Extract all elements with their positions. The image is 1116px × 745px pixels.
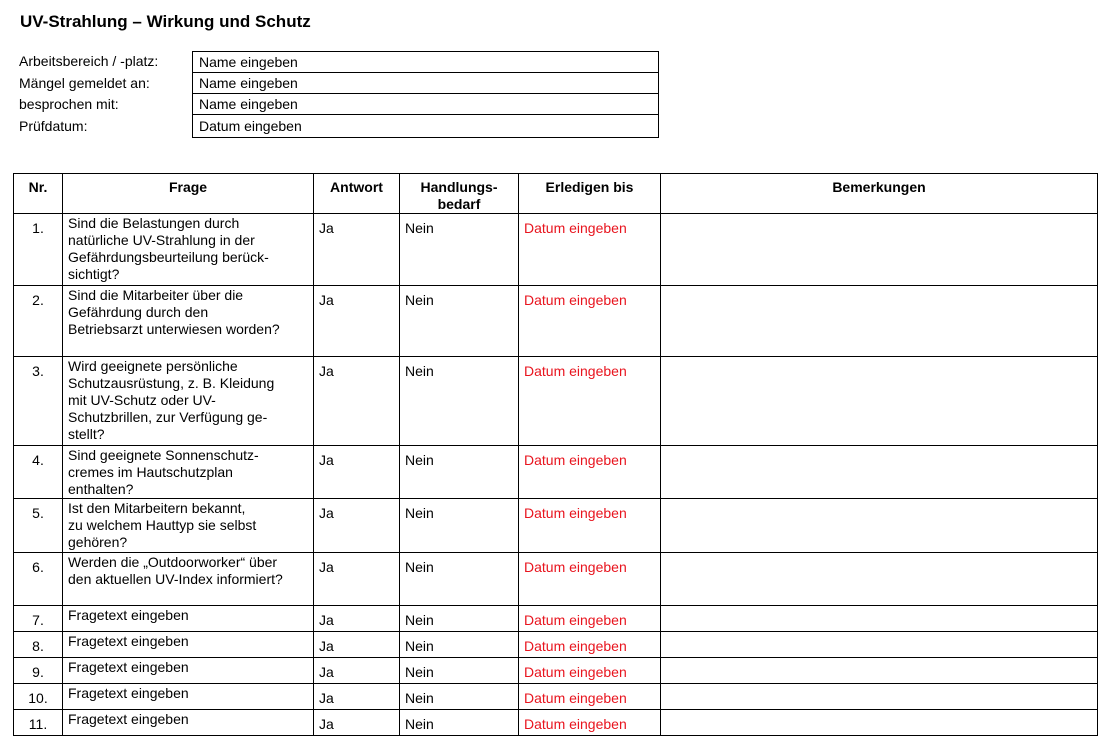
row-number-cell xyxy=(14,710,63,736)
row-number-cell xyxy=(14,446,63,499)
date-field[interactable]: Datum eingeben xyxy=(524,292,627,308)
row-number: 4. xyxy=(32,452,44,468)
table-row xyxy=(14,606,1098,632)
question-text-line: natürliche UV-Strahlung in der xyxy=(68,232,255,248)
answer-cell[interactable] xyxy=(314,684,400,710)
question-text-line: Gefährdungsbeurteilung berück- xyxy=(68,249,269,265)
answer-ja[interactable]: Ja xyxy=(319,612,334,628)
row-number-cell xyxy=(14,632,63,658)
question-cell[interactable] xyxy=(63,499,314,553)
handlungsbedarf-nein[interactable]: Nein xyxy=(405,452,434,468)
answer-cell[interactable] xyxy=(314,214,400,286)
table-row xyxy=(14,499,1098,553)
answer-cell[interactable] xyxy=(314,710,400,736)
row-number: 1. xyxy=(32,220,44,236)
question-text-line: Fragetext eingeben xyxy=(68,659,189,675)
question-text-line: gehören? xyxy=(68,534,128,550)
question-cell[interactable] xyxy=(63,606,314,632)
row-number-cell xyxy=(14,499,63,553)
answer-ja[interactable]: Ja xyxy=(319,292,334,308)
table-row xyxy=(14,553,1098,606)
question-cell[interactable] xyxy=(63,710,314,736)
header-nr: Nr. xyxy=(14,174,63,214)
question-text-line: sichtigt? xyxy=(68,266,120,282)
answer-ja[interactable]: Ja xyxy=(319,452,334,468)
answer-ja[interactable]: Ja xyxy=(319,363,334,379)
handlungsbedarf-nein[interactable]: Nein xyxy=(405,505,434,521)
handlungsbedarf-cell[interactable] xyxy=(400,606,519,632)
row-number: 7. xyxy=(32,612,44,628)
question-text-line: Schutzausrüstung, z. B. Kleidung xyxy=(68,375,275,391)
question-text-line: Ist den Mitarbeitern bekannt, xyxy=(68,500,246,516)
bemerkungen-cell[interactable] xyxy=(661,446,1098,499)
row-number: 6. xyxy=(32,559,44,575)
question-text-line: Sind geeignete Sonnenschutz- xyxy=(68,447,259,463)
meta-label-pruefdatum: Prüfdatum: xyxy=(19,118,88,134)
row-number: 11. xyxy=(28,716,48,732)
maengel-gemeldet-field[interactable]: Name eingeben xyxy=(193,73,658,94)
header-antwort: Antwort xyxy=(314,174,400,214)
erledigen-bis-cell[interactable] xyxy=(519,357,661,446)
meta-field-box xyxy=(192,51,659,138)
date-field[interactable]: Datum eingeben xyxy=(524,638,627,654)
erledigen-bis-cell[interactable] xyxy=(519,446,661,499)
bemerkungen-cell[interactable] xyxy=(661,658,1098,684)
answer-cell[interactable] xyxy=(314,286,400,357)
erledigen-bis-cell[interactable] xyxy=(519,710,661,736)
table-row xyxy=(14,684,1098,710)
date-field[interactable]: Datum eingeben xyxy=(524,716,627,732)
question-text-line: Sind die Belastungen durch xyxy=(68,215,240,231)
date-field[interactable]: Datum eingeben xyxy=(524,690,627,706)
row-number-cell xyxy=(14,357,63,446)
question-text-line: Gefährdung durch den xyxy=(68,304,209,320)
question-text-line: stellt? xyxy=(68,426,105,442)
handlungsbedarf-nein[interactable]: Nein xyxy=(405,363,434,379)
handlungsbedarf-nein[interactable]: Nein xyxy=(405,612,434,628)
row-number: 3. xyxy=(32,363,44,379)
handlungsbedarf-cell[interactable] xyxy=(400,446,519,499)
answer-cell[interactable] xyxy=(314,632,400,658)
bemerkungen-cell[interactable] xyxy=(661,357,1098,446)
header-handlungsbedarf-line1: Handlungs- xyxy=(420,179,498,195)
handlungsbedarf-cell[interactable] xyxy=(400,710,519,736)
bemerkungen-cell[interactable] xyxy=(661,684,1098,710)
answer-ja[interactable]: Ja xyxy=(319,559,334,575)
row-number: 2. xyxy=(32,292,44,308)
question-cell[interactable] xyxy=(63,357,314,446)
row-number: 8. xyxy=(32,638,44,654)
handlungsbedarf-nein[interactable]: Nein xyxy=(405,292,434,308)
handlungsbedarf-cell[interactable] xyxy=(400,684,519,710)
question-text-line: Wird geeignete persönliche xyxy=(68,358,238,374)
handlungsbedarf-nein[interactable]: Nein xyxy=(405,690,434,706)
table-row xyxy=(14,286,1098,357)
bemerkungen-cell[interactable] xyxy=(661,553,1098,606)
handlungsbedarf-cell[interactable] xyxy=(400,286,519,357)
question-cell[interactable] xyxy=(63,658,314,684)
table-row xyxy=(14,446,1098,499)
row-number-cell xyxy=(14,286,63,357)
handlungsbedarf-nein[interactable]: Nein xyxy=(405,716,434,732)
bemerkungen-cell[interactable] xyxy=(661,710,1098,736)
table-row xyxy=(14,632,1098,658)
bemerkungen-cell[interactable] xyxy=(661,214,1098,286)
row-number-cell xyxy=(14,214,63,286)
meta-label-arbeitsbereich: Arbeitsbereich / -platz: xyxy=(19,53,159,69)
page-title: UV-Strahlung – Wirkung und Schutz xyxy=(20,12,311,31)
question-text-line: mit UV-Schutz oder UV- xyxy=(68,392,216,408)
table-header-row xyxy=(14,174,1098,214)
erledigen-bis-cell[interactable] xyxy=(519,499,661,553)
header-bemerkungen: Bemerkungen xyxy=(661,174,1098,214)
bemerkungen-cell[interactable] xyxy=(661,286,1098,357)
pruefdatum-field[interactable]: Datum eingeben xyxy=(199,118,302,134)
date-field[interactable]: Datum eingeben xyxy=(524,612,627,628)
row-number: 9. xyxy=(32,664,44,680)
answer-cell[interactable] xyxy=(314,499,400,553)
meta-label-maengel: Mängel gemeldet an: xyxy=(19,75,150,91)
answer-ja[interactable]: Ja xyxy=(319,220,334,236)
row-number: 10. xyxy=(28,690,48,706)
answer-cell[interactable] xyxy=(314,357,400,446)
checklist-table xyxy=(13,173,1098,736)
handlungsbedarf-cell[interactable] xyxy=(400,499,519,553)
question-text-line: enthalten? xyxy=(68,481,134,497)
handlungsbedarf-nein[interactable]: Nein xyxy=(405,664,434,680)
question-text-line: Fragetext eingeben xyxy=(68,685,189,701)
answer-cell[interactable] xyxy=(314,553,400,606)
erledigen-bis-cell[interactable] xyxy=(519,214,661,286)
besprochen-mit-field[interactable]: Name eingeben xyxy=(193,94,658,115)
question-text-line: zu welchem Hauttyp sie selbst xyxy=(68,517,257,533)
handlungsbedarf-cell[interactable] xyxy=(400,357,519,446)
question-cell[interactable] xyxy=(63,553,314,606)
question-cell[interactable] xyxy=(63,446,314,499)
handlungsbedarf-nein[interactable]: Nein xyxy=(405,220,434,236)
erledigen-bis-cell[interactable] xyxy=(519,553,661,606)
row-number-cell xyxy=(14,553,63,606)
answer-ja[interactable]: Ja xyxy=(319,505,334,521)
answer-ja[interactable]: Ja xyxy=(319,638,334,654)
question-cell[interactable] xyxy=(63,684,314,710)
date-field[interactable]: Datum eingeben xyxy=(524,505,627,521)
erledigen-bis-cell[interactable] xyxy=(519,632,661,658)
question-cell[interactable] xyxy=(63,214,314,286)
row-number-cell xyxy=(14,684,63,710)
question-text-line: Fragetext eingeben xyxy=(68,633,189,649)
erledigen-bis-cell[interactable] xyxy=(519,606,661,632)
question-text-line: Fragetext eingeben xyxy=(68,607,189,623)
question-text-line: cremes im Hautschutzplan xyxy=(68,464,233,480)
answer-cell[interactable] xyxy=(314,606,400,632)
answer-cell[interactable] xyxy=(314,446,400,499)
question-text-line: Werden die „Outdoorworker“ über xyxy=(68,554,278,570)
question-text-line: den aktuellen UV-Index informiert? xyxy=(68,571,283,587)
question-text-line: Sind die Mitarbeiter über die xyxy=(68,287,244,303)
question-text-line: Fragetext eingeben xyxy=(68,711,189,727)
header-erledigen-bis: Erledigen bis xyxy=(519,174,661,214)
handlungsbedarf-cell[interactable] xyxy=(400,658,519,684)
handlungsbedarf-cell[interactable] xyxy=(400,214,519,286)
table-row xyxy=(14,710,1098,736)
header-frage: Frage xyxy=(63,174,314,214)
row-number-cell xyxy=(14,658,63,684)
question-cell[interactable] xyxy=(63,632,314,658)
table-row xyxy=(14,658,1098,684)
date-field[interactable]: Datum eingeben xyxy=(524,220,627,236)
erledigen-bis-cell[interactable] xyxy=(519,658,661,684)
date-field[interactable]: Datum eingeben xyxy=(524,452,627,468)
answer-ja[interactable]: Ja xyxy=(319,690,334,706)
arbeitsbereich-field[interactable]: Name eingeben xyxy=(193,52,658,73)
header-handlungsbedarf xyxy=(400,174,519,214)
row-number-cell xyxy=(14,606,63,632)
handlungsbedarf-cell[interactable] xyxy=(400,632,519,658)
question-text-line: Schutzbrillen, zur Verfügung ge- xyxy=(68,409,268,425)
meta-label-besprochen: besprochen mit: xyxy=(19,96,119,112)
handlungsbedarf-nein[interactable]: Nein xyxy=(405,559,434,575)
question-text-line: Betriebsarzt unterwiesen worden? xyxy=(68,321,280,337)
date-field[interactable]: Datum eingeben xyxy=(524,559,627,575)
table-row xyxy=(14,214,1098,286)
handlungsbedarf-cell[interactable] xyxy=(400,553,519,606)
row-number: 5. xyxy=(32,505,44,521)
table-row xyxy=(14,357,1098,446)
bemerkungen-cell[interactable] xyxy=(661,499,1098,553)
bemerkungen-cell[interactable] xyxy=(661,606,1098,632)
header-handlungsbedarf-line2: bedarf xyxy=(437,196,481,212)
erledigen-bis-cell[interactable] xyxy=(519,684,661,710)
answer-ja[interactable]: Ja xyxy=(319,664,334,680)
question-cell[interactable] xyxy=(63,286,314,357)
handlungsbedarf-nein[interactable]: Nein xyxy=(405,638,434,654)
answer-cell[interactable] xyxy=(314,658,400,684)
bemerkungen-cell[interactable] xyxy=(661,632,1098,658)
date-field[interactable]: Datum eingeben xyxy=(524,363,627,379)
date-field[interactable]: Datum eingeben xyxy=(524,664,627,680)
erledigen-bis-cell[interactable] xyxy=(519,286,661,357)
answer-ja[interactable]: Ja xyxy=(319,716,334,732)
